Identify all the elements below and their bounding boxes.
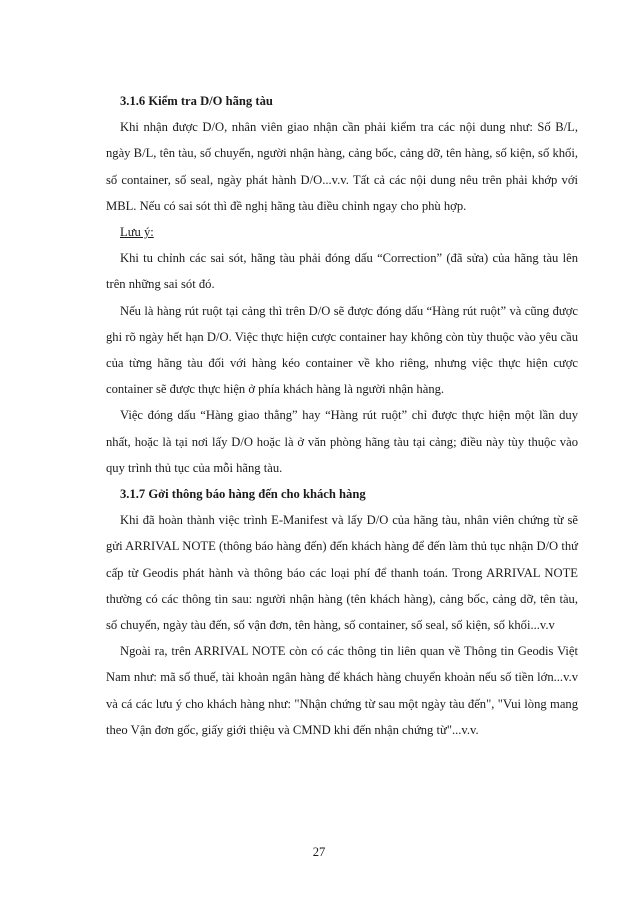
page-content [106,88,578,743]
page-number: 27 [312,845,326,859]
note-label [106,219,578,245]
section-heading-3-1-7: 3.1.7 Gởi thông báo hàng đến cho khách hàng [120,487,366,502]
paragraph-geodis-info: Ngoài ra, trên ARRIVAL NOTE còn có các thông tin liên quan về Thông tin Geodis Việt Nam như: mã số thuế, tài khoản ngân hàng để khách hàng chuyển khoản nếu số tiền lớn...v.v và cá các lưu ý cho khách hàng như: "Nhận chứng từ sau một ngày tàu đến", "Vui lòng mang theo Vận đơn gốc, giấy giới thiệu và CMND khi đến nhận chứng từ"...v.v. [106,644,578,737]
paragraph-do-check: Khi nhận được D/O, nhân viên giao nhận cần phải kiểm tra các nội dung như: Số B/L, ngày B/L, tên tàu, số chuyến, người nhận hàng, cảng bốc, cảng dỡ, tên hàng, số kiện, số khối, số container, số seal, ngày phát hành D/O...v.v. Tất cả các nội dung nêu trên phải khớp với MBL. Nếu có sai sót thì đề nghị hãng tàu điều chỉnh ngay cho phù hợp. [106,120,578,213]
section-heading-3-1-6: 3.1.6 Kiểm tra D/O hãng tàu [120,94,273,108]
paragraph-hang-rut-ruot: Nếu là hàng rút ruột tại cảng thì trên D/O sẽ được đóng dấu “Hàng rút ruột” và cũng được ghi rõ ngày hết hạn D/O. Việc thực hiện cược container hay không còn tùy thuộc vào yêu cầu của từng hãng tàu đối với hàng kéo container về kho riêng, nhưng việc thực hiện cược container sẽ được thực hiện ở phía khách hàng là người nhận hàng. [106,303,578,397]
note-label-text: Lưu ý: [120,225,154,240]
paragraph-correction: Khi tu chỉnh các sai sót, hãng tàu phải đóng dấu “Correction” (đã sửa) của hãng tàu lên trên những sai sót đó. [106,251,578,292]
paragraph-dong-dau: Việc đóng dấu “Hàng giao thẳng” hay “Hàng rút ruột” chỉ được thực hiện một lần duy nhất, hoặc là tại nơi lấy D/O hoặc là ở văn phòng hãng tàu tại cảng; điều này tùy thuộc vào quy trình thủ tục của mỗi hãng tàu. [106,408,578,475]
paragraph-arrival-note: Khi đã hoàn thành việc trình E-Manifest và lấy D/O của hãng tàu, nhân viên chứng từ sẽ gửi ARRIVAL NOTE (thông báo hàng đến) đến khách hàng để đến làm thủ tục nhận D/O thứ cấp từ Geodis phát hành và thông báo các loại phí để thanh toán. Trong ARRIVAL NOTE thường có các thông tin sau: người nhận hàng (tên khách hàng), cảng bốc, cảng dỡ, tên tàu, số chuyến, ngày tàu đến, số vận đơn, tên hàng, số container, số seal, số kiện, số khối...v.v [106,513,578,633]
